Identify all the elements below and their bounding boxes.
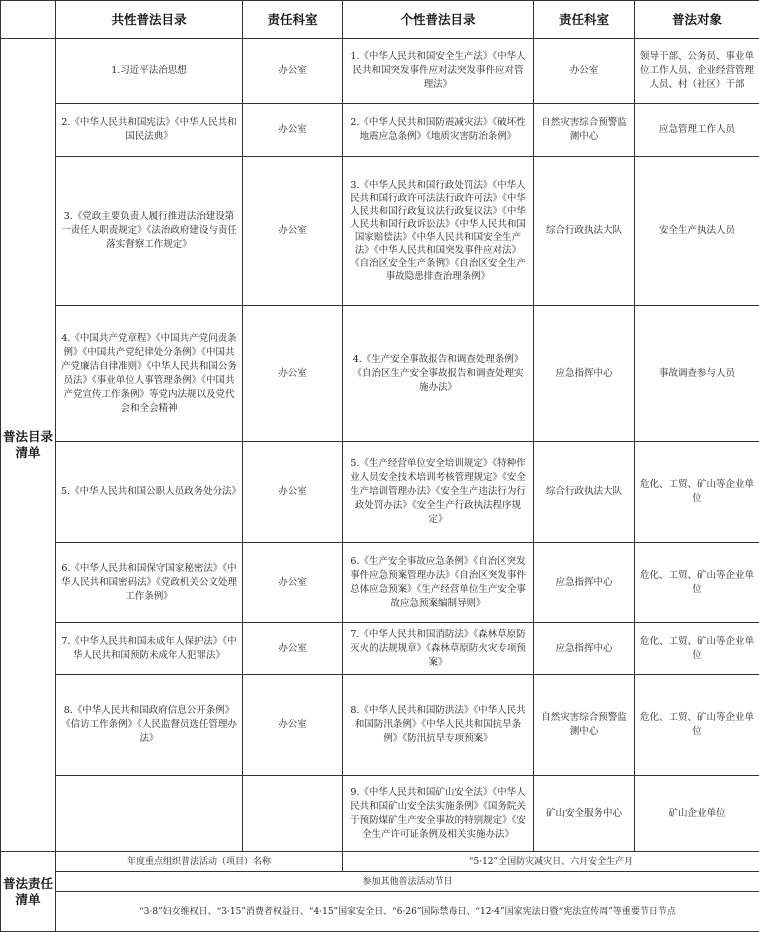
common-item: 1.习近平法治思想 [56, 39, 243, 104]
common-item: 5.《中华人民共和国公职人员政务处分法》 [56, 442, 243, 543]
header-individual-catalog: 个性普法目录 [343, 1, 534, 39]
target-audience: 事故调查参与人员 [635, 306, 759, 442]
table-row [1, 442, 759, 543]
header-row [1, 1, 759, 39]
common-item [56, 776, 243, 852]
common-dept: 办公室 [243, 104, 343, 157]
section-responsibility-list: 普法责任清单 [1, 852, 56, 932]
individual-item: 8.《中华人民共和国防洪法》《中华人民共和国防汛条例》《中华人民共和国抗旱条例》《防汛抗旱专项预案》 [343, 675, 534, 776]
individual-dept: 综合行政执法大队 [534, 442, 635, 543]
target-audience: 危化、工贸、矿山等企业单位 [635, 623, 759, 675]
common-dept: 办公室 [243, 306, 343, 442]
other-activity-value: “3·8”妇女维权日、“3·15”消费者权益日、“4·15”国家安全日、“6·26”国际禁毒日、“12·4”国家宪法日暨“宪法宣传周”等重要节日节点 [56, 892, 759, 932]
common-item: 4.《中国共产党章程》《中国共产党问责条例》《中国共产党纪律处分条例》《中国共产党廉洁自律准则》《中华人民共和国公务员法》《事业单位人事管理条例》《中国共产党宣传工作条例》等党内法规以及党代会和全会精神 [56, 306, 243, 442]
header-dept-1: 责任科室 [243, 1, 343, 39]
common-item: 8.《中华人民共和国政府信息公开条例》《信访工作条例》《人民监督员选任管理办法》 [56, 675, 243, 776]
table-row [1, 306, 759, 442]
section-catalog-list: 普法目录清单 [1, 39, 56, 852]
individual-dept: 办公室 [534, 39, 635, 104]
table-row [1, 675, 759, 776]
target-audience: 领导干部、公务员、事业单位工作人员、企业经营管理人员、村（社区）干部 [635, 39, 759, 104]
target-audience: 危化、工贸、矿山等企业单位 [635, 675, 759, 776]
individual-item: 9.《中华人民共和国矿山安全法》《中华人民共和国矿山安全法实施条例》《国务院关于预防煤矿生产安全事故的特别规定》《安全生产许可证条例及相关实施办法》 [343, 776, 534, 852]
target-audience: 危化、工贸、矿山等企业单位 [635, 442, 759, 543]
individual-item: 1.《中华人民共和国安全生产法》《中华人民共和国突发事件应对法突发事件应对管理法》 [343, 39, 534, 104]
target-audience: 矿山企业单位 [635, 776, 759, 852]
common-dept: 办公室 [243, 39, 343, 104]
individual-dept: 综合行政执法大队 [534, 157, 635, 306]
responsibility-row-festivals [1, 892, 759, 932]
target-audience: 安全生产执法人员 [635, 157, 759, 306]
annual-activity-value: “5·12”全国防灾减灾日、六月安全生产月 [343, 852, 759, 872]
table-row [1, 104, 759, 157]
header-side-blank [1, 1, 56, 39]
common-dept: 办公室 [243, 675, 343, 776]
individual-dept: 应急指挥中心 [534, 543, 635, 623]
common-dept [243, 776, 343, 852]
individual-dept: 应急指挥中心 [534, 306, 635, 442]
individual-item: 6.《生产安全事故应急条例》《自治区突发事件应急预案管理办法》《自治区突发事件总体应急预案》《生产经营单位生产安全事故应急预案编制导则》 [343, 543, 534, 623]
common-dept: 办公室 [243, 623, 343, 675]
individual-dept: 矿山安全服务中心 [534, 776, 635, 852]
common-item: 3.《党政主要负责人履行推进法治建设第一责任人职责规定》《法治政府建设与责任落实督察工作规定》 [56, 157, 243, 306]
individual-dept: 自然灾害综合预警监测中心 [534, 675, 635, 776]
table-row [1, 776, 759, 852]
table-row [1, 543, 759, 623]
common-dept: 办公室 [243, 157, 343, 306]
individual-dept: 应急指挥中心 [534, 623, 635, 675]
annual-activity-label: 年度重点组织普法活动（项目）名称 [56, 852, 343, 872]
individual-item: 3.《中华人民共和国行政处罚法》《中华人民共和国行政许可法法行政许可法》《中华人民共和国行政复议法行政复议法》《中华人民共和国行政诉讼法》《中华人民共和国国家赔偿法》《中华人民共和国安全生产法》《中华人民共和国突发事件应对法》《自治区安全生产条例》《自治区安全生产事故隐患排查治理条例》 [343, 157, 534, 306]
individual-item: 5.《生产经营单位安全培训规定》《特种作业人员安全技术培训考核管理规定》《安全生产培训管理办法》《安全生产违法行为行政处罚办法》《安全生产行政执法程序规定》 [343, 442, 534, 543]
individual-dept: 自然灾害综合预警监测中心 [534, 104, 635, 157]
header-common-catalog: 共性普法目录 [56, 1, 243, 39]
responsibility-row-other [1, 872, 759, 892]
individual-item: 4.《生产安全事故报告和调查处理条例》《自治区生产安全事故报告和调查处理实施办法》 [343, 306, 534, 442]
common-item: 7.《中华人民共和国未成年人保护法》《中华人民共和国预防未成年人犯罪法》 [56, 623, 243, 675]
table-row [1, 623, 759, 675]
individual-item: 7.《中华人民共和国消防法》《森林草原防灭火的法规规章》《森林草原防火灾专项预案》 [343, 623, 534, 675]
individual-item: 2.《中华人民共和国防震减灾法》《破坏性地震应急条例》《地质灾害防治条例》 [343, 104, 534, 157]
common-item: 2.《中华人民共和国宪法》《中华人民共和国民法典》 [56, 104, 243, 157]
header-target: 普法对象 [635, 1, 759, 39]
target-audience: 应急管理工作人员 [635, 104, 759, 157]
common-dept: 办公室 [243, 543, 343, 623]
target-audience: 危化、工贸、矿山等企业单位 [635, 543, 759, 623]
common-item: 6.《中华人民共和国保守国家秘密法》《中华人民共和国密码法》《党政机关公文处理工作条例》 [56, 543, 243, 623]
header-dept-2: 责任科室 [534, 1, 635, 39]
common-dept: 办公室 [243, 442, 343, 543]
table-row [1, 39, 759, 104]
other-activity-label: 参加其他普法活动节日 [56, 872, 759, 892]
responsibility-row-activity [1, 852, 759, 872]
table-row [1, 157, 759, 306]
